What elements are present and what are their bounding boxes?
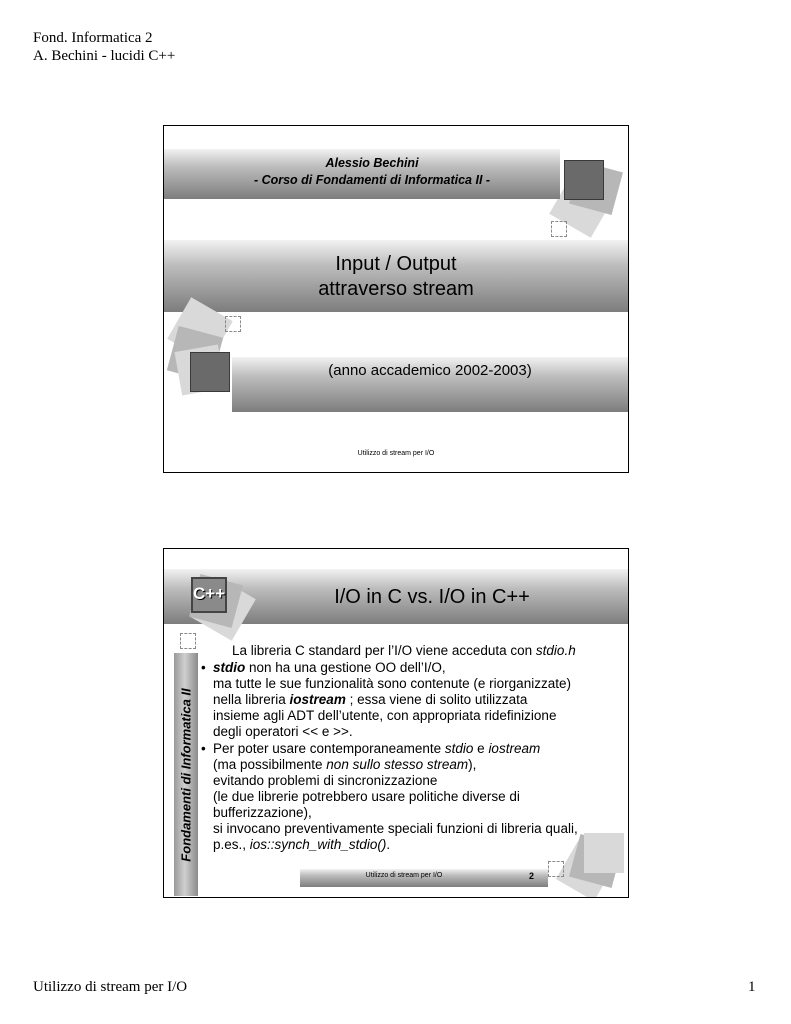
- intro-text: La libreria C standard per l’I/O viene acceduta con: [232, 643, 536, 658]
- bullet-text: (ma possibilmente: [213, 757, 327, 772]
- course-name: - Corso di Fondamenti di Informatica II -: [253, 173, 491, 187]
- page-number: 1: [748, 979, 756, 995]
- decorative-square-icon: [225, 316, 241, 332]
- intro-stdio-h: stdio.h: [535, 643, 576, 658]
- author-name: Alessio Bechini: [325, 156, 419, 170]
- bullet-2-line7: [213, 837, 390, 853]
- slide-page-number: 2: [529, 871, 535, 881]
- bullet-1-marker: •: [201, 660, 206, 675]
- bullet-text: ; essa viene di solito utilizzata: [345, 692, 528, 707]
- bullet-text: Per poter usare contemporaneamente: [213, 741, 445, 756]
- cpp-logo-icon: [191, 577, 227, 613]
- slide-footer: Utilizzo di stream per I/O: [365, 872, 443, 879]
- iostream-term: iostream: [289, 692, 346, 707]
- bullet-2-line5: bufferizzazione),: [213, 805, 312, 820]
- decorative-square-icon: [551, 221, 567, 237]
- logo-text: C++: [193, 584, 226, 603]
- bullet-text: non ha una gestione OO dell’I/O,: [245, 660, 446, 675]
- slide-1: [163, 125, 629, 473]
- bullet-1-line4: insieme agli ADT dell’utente, con appropriata ridefinizione: [213, 708, 557, 723]
- stdio-term: stdio: [444, 741, 474, 756]
- bullet-text: e: [473, 741, 489, 756]
- bullet-text: ),: [468, 757, 477, 772]
- academic-year: (anno accademico 2002-2003): [328, 362, 532, 379]
- slide-title-line1: Input / Output: [335, 253, 457, 275]
- decorative-square-icon: [548, 861, 564, 877]
- slide-body: [198, 643, 628, 863]
- slide-title: I/O in C vs. I/O in C++: [334, 586, 530, 608]
- bullet-2-line1: [213, 741, 540, 757]
- bullet-1-line3: [213, 692, 527, 708]
- function-name: ios::synch_with_stdio(): [249, 837, 387, 852]
- stdio-term: stdio: [213, 660, 246, 675]
- side-label: Fondamenti di Informatica II: [178, 688, 194, 862]
- decorative-square-icon: [190, 352, 230, 392]
- bullet-2-line4: (le due librerie potrebbero usare politiche diverse di: [213, 789, 520, 804]
- page-header-line2: A. Bechini - lucidi C++: [33, 48, 176, 64]
- slide-footer: Utilizzo di stream per I/O: [357, 450, 435, 457]
- decorative-square-icon: [584, 833, 624, 873]
- intro-line: [232, 643, 576, 659]
- slide-2: [163, 548, 629, 898]
- bullet-2-line3: evitando problemi di sincronizzazione: [213, 773, 438, 788]
- bullet-1-line5: degli operatori << e >>.: [213, 724, 353, 739]
- iostream-term: iostream: [488, 741, 541, 756]
- decorative-square-icon: [180, 633, 196, 649]
- emphasis-text: non sullo stesso stream: [326, 757, 469, 772]
- page-header-line1: Fond. Informatica 2: [33, 30, 153, 46]
- bullet-2-line2: [213, 757, 476, 773]
- bullet-text: p.es.,: [213, 837, 250, 852]
- page-footer-title: Utilizzo di stream per I/O: [33, 979, 188, 995]
- bullet-1-line2: ma tutte le sue funzionalità sono contenute (e riorganizzate): [213, 676, 571, 691]
- bullet-2-line6: si invocano preventivamente speciali funzioni di libreria quali,: [213, 821, 578, 836]
- bullet-2-marker: •: [201, 741, 206, 756]
- slide-title-line2: attraverso stream: [318, 278, 474, 300]
- bullet-text: .: [386, 837, 391, 852]
- bullet-1-line1: [213, 660, 446, 676]
- bullet-text: nella libreria: [213, 692, 290, 707]
- side-label-container: [174, 653, 198, 896]
